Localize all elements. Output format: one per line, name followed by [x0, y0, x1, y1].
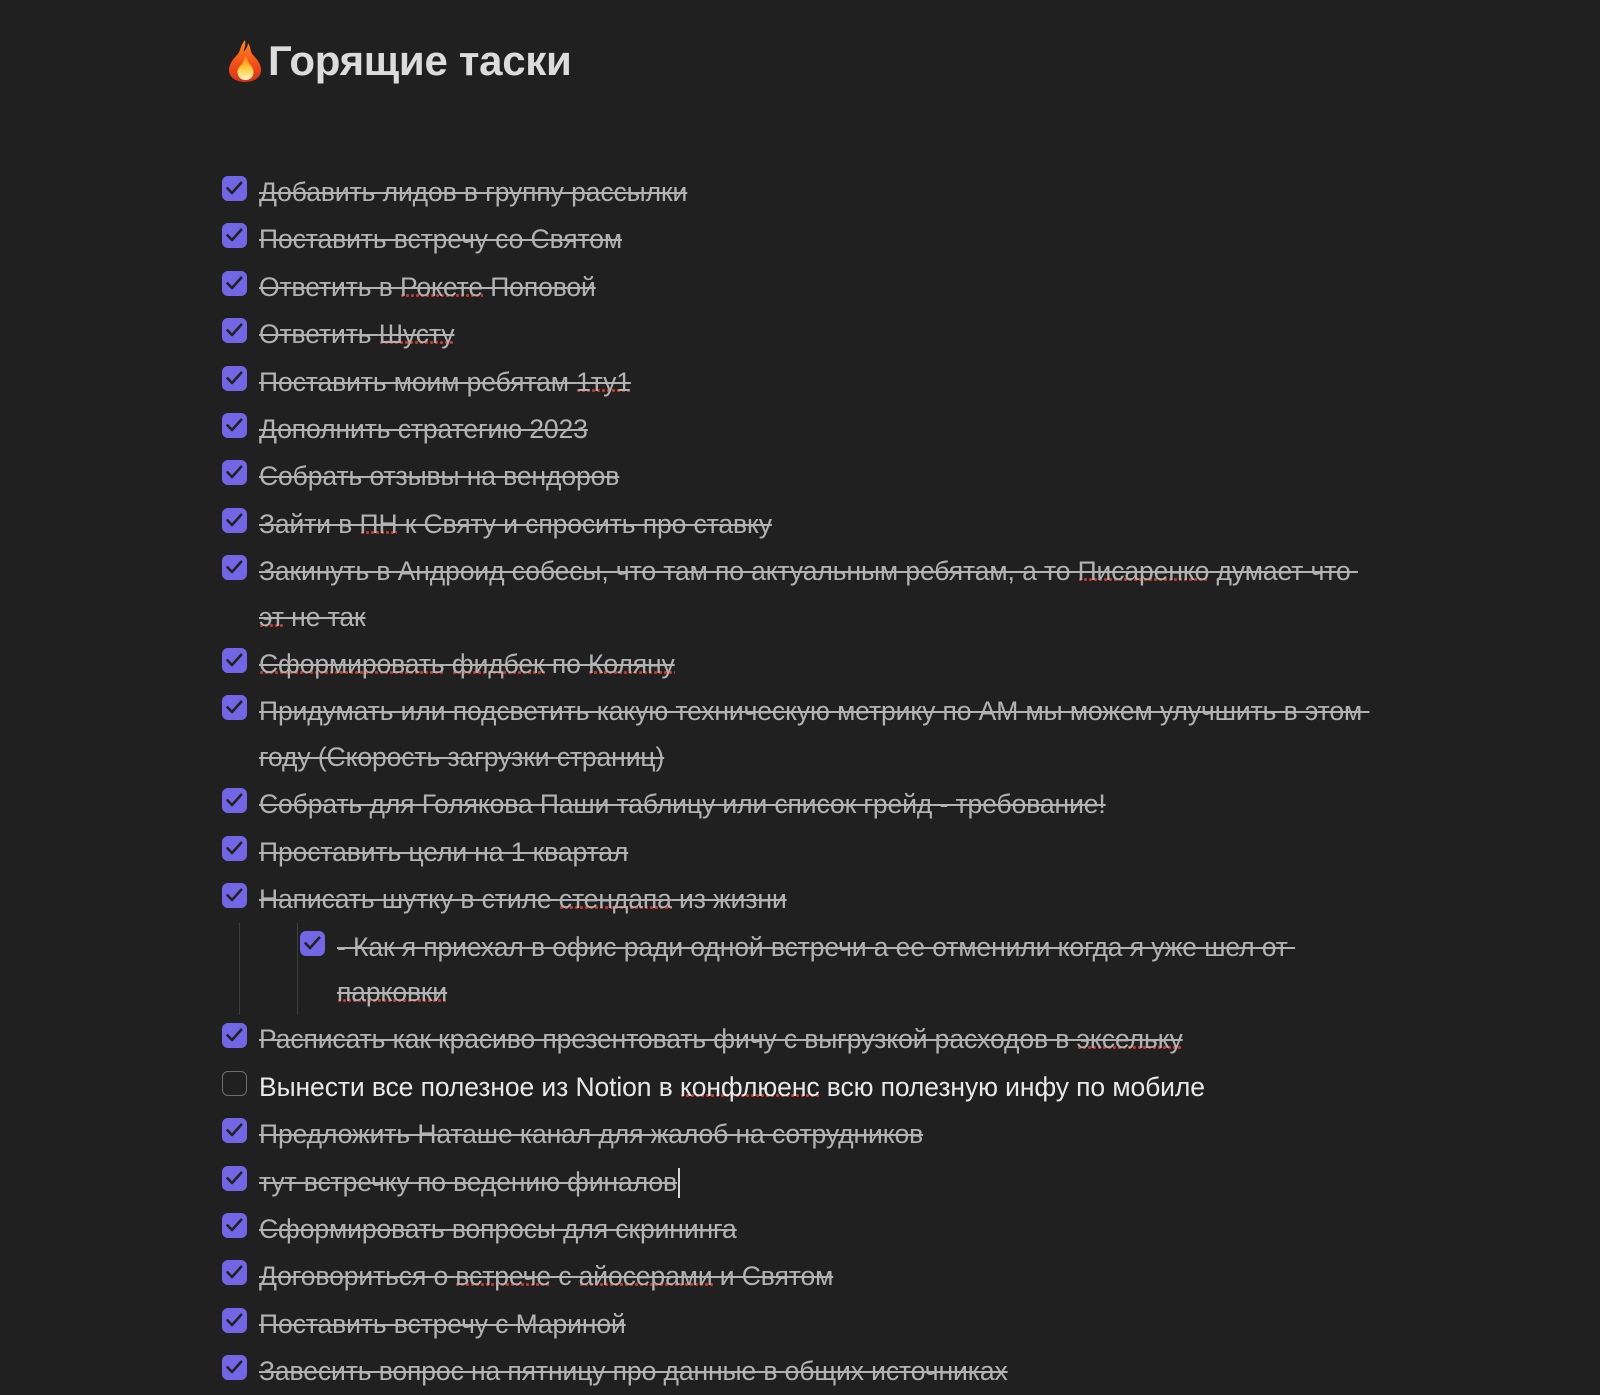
check-icon: [226, 1360, 243, 1375]
todo-item[interactable]: [222, 828, 1562, 875]
checkbox-checked[interactable]: [222, 318, 247, 343]
todo-item[interactable]: [222, 875, 1562, 922]
check-icon: [226, 465, 243, 480]
todo-item[interactable]: [222, 452, 1562, 499]
page-title-text: Горящие таски: [268, 36, 572, 84]
todo-item-label[interactable]: Зайти в ПН к Святу и спросить про ставку: [259, 508, 772, 539]
check-icon: [226, 1313, 243, 1328]
todo-item-label[interactable]: Собрать для Голякова Паши таблицу или список грейд - требование!: [259, 789, 1106, 820]
spellcheck-word: Писаренко: [1077, 556, 1210, 587]
check-icon: [226, 653, 243, 668]
checkbox-checked[interactable]: [222, 1308, 247, 1333]
checkbox-checked[interactable]: [222, 413, 247, 438]
check-icon: [226, 1171, 243, 1186]
todo-item[interactable]: [222, 923, 1562, 1016]
todo-item-label[interactable]: Собрать отзывы на вендоров: [259, 461, 620, 492]
checkbox-checked[interactable]: [222, 555, 247, 580]
todo-item-label[interactable]: Расписать как красиво презентовать фичу с выгрузкой расходов в эксельку: [259, 1024, 1183, 1055]
checkbox-checked[interactable]: [222, 695, 247, 720]
todo-item[interactable]: [222, 1110, 1562, 1157]
checkbox-checked[interactable]: [222, 271, 247, 296]
spellcheck-word: встрече: [455, 1261, 551, 1292]
todo-item[interactable]: [222, 687, 1562, 780]
spellcheck-word: эт: [259, 601, 284, 632]
todo-item[interactable]: [222, 168, 1562, 215]
page-title: [222, 36, 572, 86]
todo-item[interactable]: [222, 263, 1562, 310]
checkbox-checked[interactable]: [222, 1260, 247, 1285]
todo-item-label[interactable]: Поставить моим ребятам 1ту1: [259, 366, 631, 397]
spellcheck-word: Сформировать: [259, 649, 445, 680]
check-icon: [226, 1123, 243, 1138]
todo-item-label[interactable]: Предложить Наташе канал для жалоб на сотрудников: [259, 1119, 924, 1150]
check-icon: [226, 1028, 243, 1043]
checkbox-checked[interactable]: [222, 648, 247, 673]
todo-item[interactable]: [222, 640, 1562, 687]
check-icon: [226, 276, 243, 291]
check-icon: [226, 228, 243, 243]
todo-item[interactable]: [222, 215, 1562, 262]
todo-item[interactable]: [222, 405, 1562, 452]
fire-emoji: [222, 36, 268, 86]
checkbox-checked[interactable]: [222, 460, 247, 485]
spellcheck-word: парковки: [337, 976, 448, 1007]
check-icon: [226, 560, 243, 575]
text-cursor: [678, 1168, 680, 1198]
todo-item[interactable]: [222, 1158, 1562, 1205]
indent-guide-line: [239, 923, 240, 1016]
todo-item[interactable]: [222, 1015, 1562, 1062]
check-icon: [226, 181, 243, 196]
todo-item-label[interactable]: тут встречку по ведению финалов: [259, 1160, 680, 1205]
todo-item-label[interactable]: Завесить вопрос на пятницу про данные в общих источниках: [259, 1356, 1008, 1387]
todo-item[interactable]: [222, 1205, 1562, 1252]
todo-item-label[interactable]: Поставить встречу со Святом: [259, 224, 622, 255]
spellcheck-word: Шусту: [378, 319, 455, 350]
checkbox-checked[interactable]: [222, 1023, 247, 1048]
todo-item-label[interactable]: Поставить встречу с Мариной: [259, 1308, 626, 1339]
check-icon: [226, 888, 243, 903]
checkbox-checked[interactable]: [222, 508, 247, 533]
todo-item[interactable]: [222, 358, 1562, 405]
todo-item-label[interactable]: Вынести все полезное из Notion в конфлюенс всю полезную инфу по мобиле: [259, 1071, 1205, 1102]
checkbox-checked[interactable]: [222, 1118, 247, 1143]
todo-item[interactable]: [222, 500, 1562, 547]
checkbox-checked[interactable]: [222, 366, 247, 391]
spellcheck-word: эксельку: [1076, 1024, 1183, 1055]
check-icon: [226, 418, 243, 433]
checkbox-checked[interactable]: [222, 176, 247, 201]
todo-item[interactable]: [222, 1252, 1562, 1299]
spellcheck-word: Рокете: [399, 271, 483, 302]
checkbox-checked[interactable]: [222, 1355, 247, 1380]
todo-item[interactable]: [222, 310, 1562, 357]
todo-list: [222, 168, 1562, 1395]
check-icon: [226, 323, 243, 338]
check-icon: [226, 513, 243, 528]
check-icon: [226, 700, 243, 715]
check-icon: [304, 936, 321, 951]
check-icon: [226, 793, 243, 808]
spellcheck-word: стендапа: [558, 884, 672, 915]
todo-item-label[interactable]: Ответить в Рокете Поповой: [259, 271, 596, 302]
checkbox-checked[interactable]: [222, 1166, 247, 1191]
todo-item-label[interactable]: Сформировать фидбек по Коляну: [259, 649, 675, 680]
checkbox-checked[interactable]: [222, 883, 247, 908]
checkbox-checked[interactable]: [222, 836, 247, 861]
spellcheck-word: конфлюенс: [679, 1071, 820, 1102]
todo-item[interactable]: [222, 547, 1562, 640]
todo-item-label[interactable]: Сформировать вопросы для скрининга: [259, 1213, 737, 1244]
spellcheck-word: айосерами: [578, 1261, 713, 1292]
checkbox-unchecked[interactable]: [222, 1071, 247, 1096]
todo-item-label[interactable]: Написать шутку в стиле стендапа из жизни: [259, 884, 787, 915]
todo-item-label[interactable]: Проставить цели на 1 квартал: [259, 836, 629, 867]
spellcheck-word: Коляну: [587, 649, 675, 680]
todo-item-label[interactable]: Ответить Шусту: [259, 319, 455, 350]
todo-item-label[interactable]: Придумать или подсветить какую техническую метрику по АМ мы можем улучшить в этом году (Скорость загрузки страниц): [259, 696, 1370, 772]
checkbox-checked[interactable]: [222, 788, 247, 813]
todo-item-label[interactable]: Дополнить стратегию 2023: [259, 414, 588, 445]
spellcheck-word: фидбек: [451, 649, 545, 680]
spellcheck-word: ПН: [359, 508, 398, 539]
check-icon: [226, 1265, 243, 1280]
todo-item[interactable]: [222, 1063, 1562, 1110]
checkbox-checked[interactable]: [222, 1213, 247, 1238]
todo-item[interactable]: [222, 1300, 1562, 1347]
checkbox-checked[interactable]: [222, 223, 247, 248]
check-icon: [226, 841, 243, 856]
todo-item[interactable]: [222, 1347, 1562, 1394]
todo-item-label[interactable]: Договориться о встрече с айосерами и Святом: [259, 1261, 834, 1292]
check-icon: [226, 1218, 243, 1233]
todo-item-label[interactable]: Добавить лидов в группу рассылки: [259, 177, 688, 207]
spellcheck-word: 1ту1: [576, 366, 631, 397]
check-icon: [226, 371, 243, 386]
todo-item-label[interactable]: Закинуть в Андроид собесы, что там по актуальным ребятам, а то Писаренко думает что эт не так: [259, 556, 1358, 632]
checkbox-checked[interactable]: [300, 931, 325, 956]
todo-item-label[interactable]: - Как я приехал в офис ради одной встречи а ее отменили когда я уже шел от парковки: [337, 931, 1296, 1007]
todo-item[interactable]: [222, 780, 1562, 827]
indent-guide-line: [297, 923, 298, 1016]
